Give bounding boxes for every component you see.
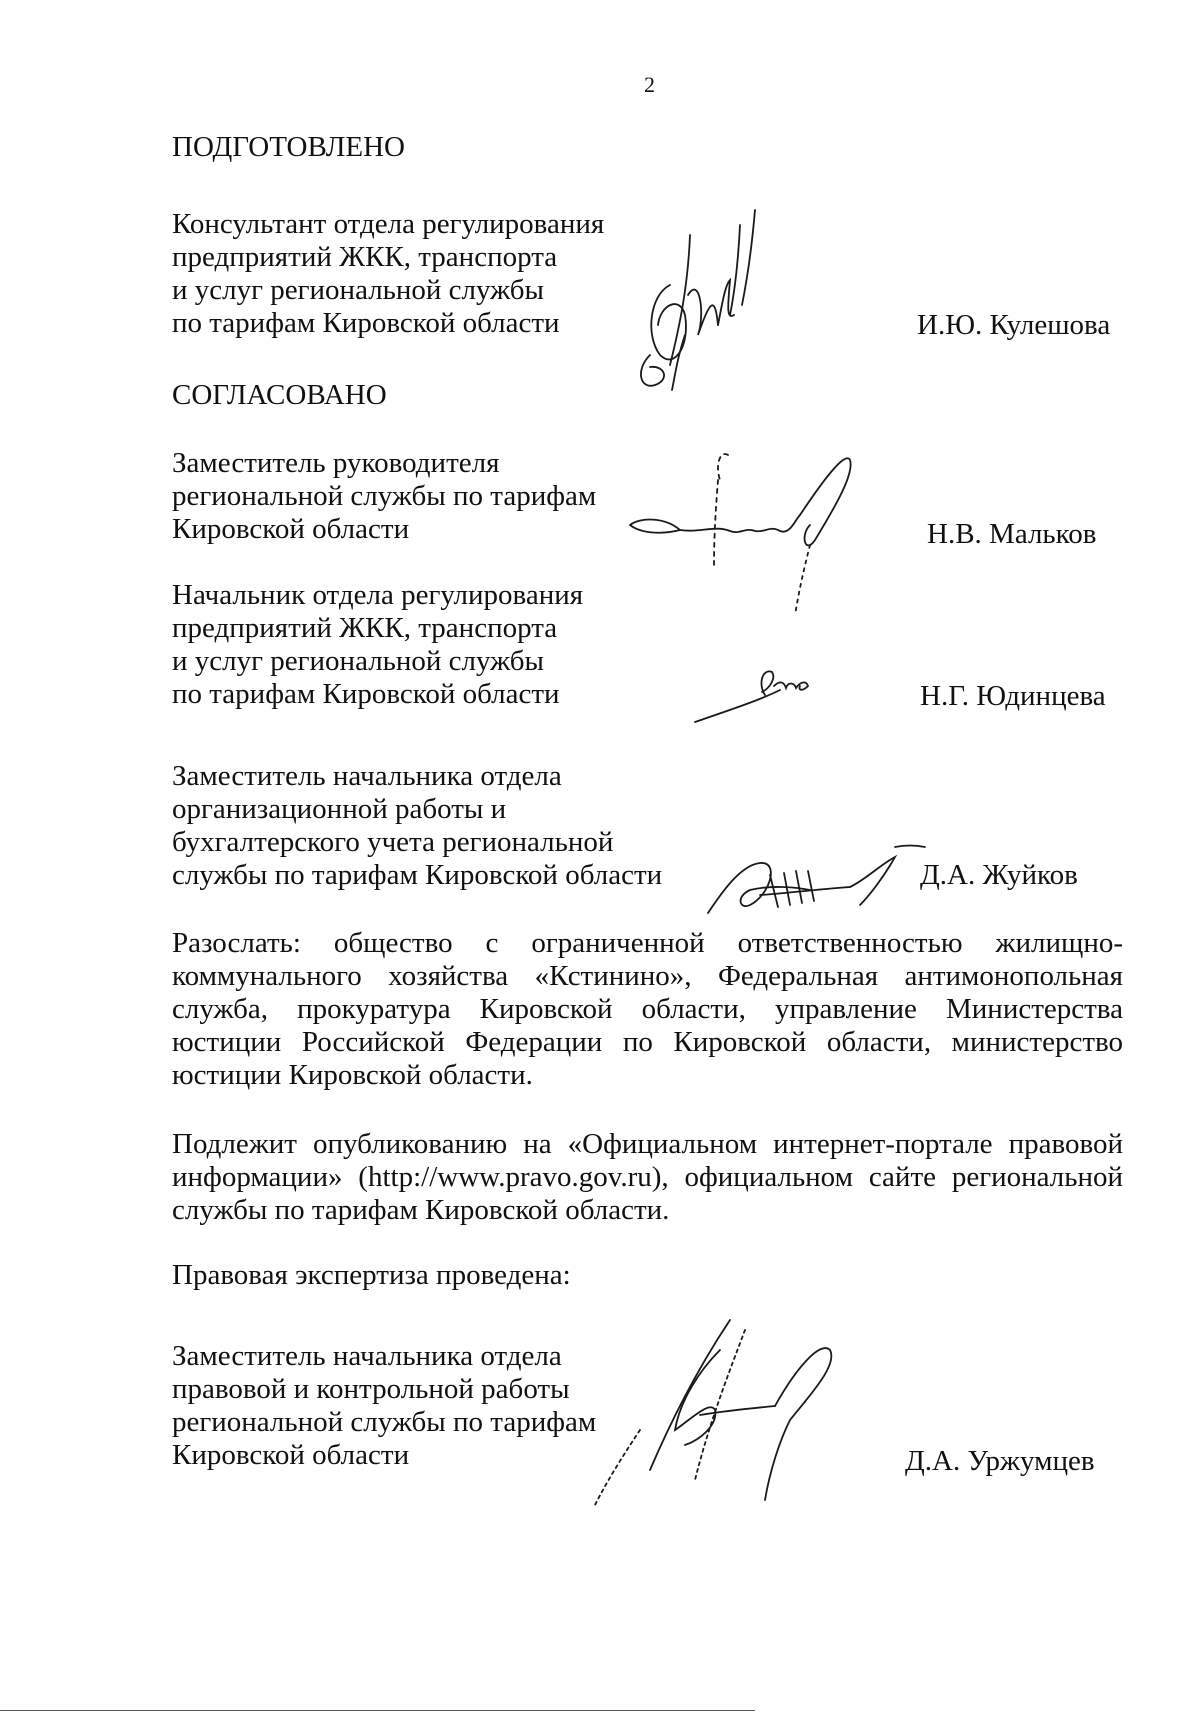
signature-malkov (620, 445, 900, 625)
position-line: правовой и контрольной работы (172, 1373, 570, 1405)
position-line: по тарифам Кировской области (172, 678, 560, 710)
legal-review-heading: Правовая экспертиза проведена: (172, 1259, 571, 1291)
position-line: предприятий ЖКК, транспорта (172, 241, 558, 273)
signature-yudintseva (690, 660, 830, 730)
legal-review-position (172, 1340, 596, 1472)
position-line: региональной службы по тарифам (172, 480, 597, 512)
position-line: Кировской области (172, 1439, 410, 1471)
signer-name: Н.Г. Юдинцева (920, 680, 1106, 712)
position-line: бухгалтерского учета региональной (172, 826, 614, 858)
signature-urzhumtsev (580, 1310, 860, 1510)
prepared-heading: ПОДГОТОВЛЕНО (172, 131, 405, 163)
signer-name: Д.А. Жуйков (920, 859, 1078, 891)
position-line: службы по тарифам Кировской области (172, 859, 663, 891)
position-line: Начальник отдела регулирования (172, 579, 584, 611)
page-number: 2 (644, 72, 655, 97)
position-line: Заместитель начальника отдела (172, 1340, 562, 1372)
position-line: организационной работы и (172, 793, 507, 825)
signer-name: И.Ю. Кулешова (917, 309, 1111, 341)
position-line: и услуг региональной службы (172, 274, 545, 306)
signer-name: Д.А. Уржумцев (905, 1445, 1095, 1477)
position-line: предприятий ЖКК, транспорта (172, 612, 558, 644)
signer-position (172, 760, 662, 892)
signature-zhuykov (700, 835, 930, 925)
position-line: Заместитель начальника отдела (172, 760, 562, 792)
position-line: и услуг региональной службы (172, 645, 545, 677)
prepared-position (172, 208, 604, 340)
position-line: Кировской области (172, 513, 410, 545)
position-line: Консультант отдела регулирования (172, 208, 605, 240)
signer-position (172, 447, 596, 546)
position-line: по тарифам Кировской области (172, 307, 560, 339)
signer-name: Н.В. Мальков (927, 518, 1097, 550)
position-line: региональной службы по тарифам (172, 1406, 597, 1438)
bottom-rule (0, 1710, 755, 1711)
signature-kuleshova (630, 205, 790, 405)
position-line: Заместитель руководителя (172, 447, 500, 479)
signer-position (172, 579, 583, 711)
publication-paragraph: Подлежит опубликованию на «Официальном интернет-портале правовой информации» (http://www.pravo.gov.ru), официальном сайте региональной службы по тарифам Кировской области. (172, 1128, 1123, 1226)
agreed-heading: СОГЛАСОВАНО (172, 379, 387, 411)
distribution-paragraph: Разослать: общество с ограниченной ответственностью жилищно-коммунального хозяйства «Кстинино», Федеральная антимонопольная служба, прокуратура Кировской области, управление Министерства юстиции Российской Федерации по Кировской области, министерство юстиции Кировской области. (172, 927, 1123, 1091)
